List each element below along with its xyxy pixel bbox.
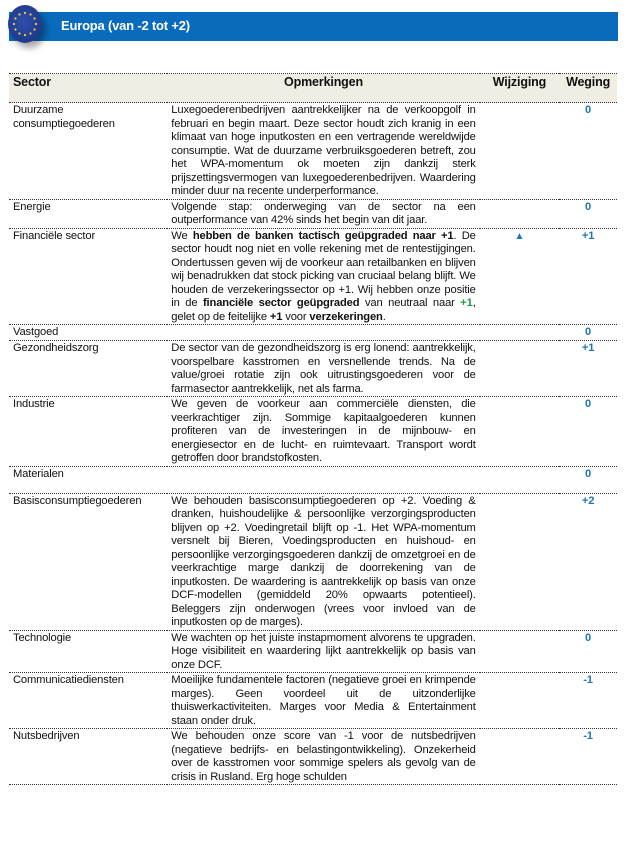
weight-value: +1 xyxy=(559,228,617,325)
column-header-remarks: Opmerkingen xyxy=(167,74,479,103)
sector-remark: Volgende stap: onderweging van de sector na een outperformance van 42% sinds het begin van dit jaar. xyxy=(167,199,479,228)
sector-remark: Moeilijke fundamentele factoren (negatieve groei en krimpende marges). Geen voordeel uit de uitzonderlijke thuiswerkactiviteiten. Marges voor Media & Entertainment staan onder druk. xyxy=(167,673,479,729)
sector-name: Nutsbedrijven xyxy=(9,729,167,785)
remark-fragment: , gelet op de feitelijke xyxy=(171,297,476,323)
weight-value: 0 xyxy=(559,630,617,673)
change-indicator xyxy=(480,325,559,341)
sector-allocation-table xyxy=(9,73,617,785)
remark-fragment: . De sector houdt nog niet en volle rekening met de rentestijgingen. Ondertussen geven wij de voorkeur aan retailbanken en blijven wij benadrukken dat stock picking van cruciaal belang blijft. We houden de verzekeringssector op +1. Wij hebben onze positie in de xyxy=(171,229,476,309)
sector-remark: We wachten op het juiste instapmoment alvorens te upgraden. Hoge visibiliteit en waardering lijkt aantrekkelijk op basis van onze DCF. xyxy=(167,630,479,673)
sector-name: Vastgoed xyxy=(9,325,167,341)
table-row xyxy=(9,103,617,200)
change-indicator xyxy=(480,397,559,467)
arrow-up-icon: ▲ xyxy=(514,230,525,242)
sector-name: Financiële sector xyxy=(9,228,167,325)
table-row xyxy=(9,397,617,467)
eu-star-icon xyxy=(18,32,20,34)
sector-remark: Luxegoederenbedrijven aantrekkelijker na de verkoopgolf in februari en begin maart. Deze sector houdt zich kranig in een klimaat van hoge inputkosten en een vertragende wereldwijde consumptie. Wat de duurzame verbruiksgoederen betreft, zou het WPA-momentum ok moeten zijn dankzij sterk prijszettingsvermogen van luxegoederenbedrijven. Waardering minder duur na recente underperformance. xyxy=(167,103,479,200)
column-header-sector: Sector xyxy=(9,74,167,103)
table-row xyxy=(9,630,617,673)
remark-fragment: financiële sector geüpgraded xyxy=(202,297,360,309)
eu-star-icon xyxy=(29,13,31,15)
table-row xyxy=(9,493,617,630)
sector-name: Communicatiediensten xyxy=(9,673,167,729)
sector-name: Industrie xyxy=(9,397,167,467)
sector-remark: We behouden onze score van -1 voor de nutsbedrijven (negatieve bedrijfs- en belastingontwikkeling). Onzekerheid over de kasstromen voor sommige spelers als gevolg van de crisis in Rusland. Erg hoge schulden xyxy=(167,729,479,785)
change-indicator xyxy=(480,228,559,325)
eu-star-icon xyxy=(14,17,16,19)
table-row xyxy=(9,341,617,397)
eu-star-icon xyxy=(24,34,26,36)
weight-value: 0 xyxy=(559,325,617,341)
sector-remark xyxy=(167,466,479,493)
weight-value: 0 xyxy=(559,103,617,200)
remark-fragment: van neutraal naar xyxy=(359,297,461,309)
section-title: Europa (van -2 tot +2) xyxy=(61,18,190,33)
change-indicator xyxy=(480,673,559,729)
column-header-weight: Weging xyxy=(559,74,617,103)
remark-fragment: . xyxy=(382,310,386,323)
remark-fragment: +1 xyxy=(269,310,283,323)
table-header-row xyxy=(9,74,617,103)
table-row xyxy=(9,466,617,493)
remark-fragment: We xyxy=(171,229,193,242)
weight-value: 0 xyxy=(559,466,617,493)
sector-name: Technologie xyxy=(9,630,167,673)
eu-star-icon xyxy=(13,23,15,25)
table-row xyxy=(9,228,617,325)
sector-remark: We geven de voorkeur aan commerciële diensten, die veerkrachtiger zijn. Sommige kapitaalgoederen kunnen profiteren van de investeringen in de mijnbouw- en energiesector en de lucht- en ruimtevaart. Transport wordt getroffen door brandstofkosten. xyxy=(167,397,479,467)
section-title-bar xyxy=(9,12,618,41)
table-row xyxy=(9,325,617,341)
column-header-change: Wijziging xyxy=(480,74,559,103)
eu-star-icon xyxy=(14,28,16,30)
eu-star-icon xyxy=(35,23,37,25)
sector-remark: De sector van de gezondheidszorg is erg lonend: aantrekkelijk, voorspelbare kasstromen en versnellende trends. Na de value/groei rotatie zijn ook uitrustingsgoederen voor de farmasector aantrekkelijk, net als farma. xyxy=(167,341,479,397)
sector-name: Gezondheidszorg xyxy=(9,341,167,397)
eu-stars-icon xyxy=(8,5,42,43)
sector-remark xyxy=(167,325,479,341)
change-indicator xyxy=(480,493,559,630)
sector-name: Duurzame consumptiegoederen xyxy=(9,103,167,200)
change-indicator xyxy=(480,103,559,200)
eu-flag-icon xyxy=(8,5,42,43)
change-indicator xyxy=(480,466,559,493)
table-row xyxy=(9,199,617,228)
eu-star-icon xyxy=(29,32,31,34)
weight-value: +2 xyxy=(559,493,617,630)
sector-remark xyxy=(167,228,479,325)
weight-value: 0 xyxy=(559,397,617,467)
weight-value: 0 xyxy=(559,199,617,228)
eu-star-icon xyxy=(33,28,35,30)
weight-value: -1 xyxy=(559,729,617,785)
change-indicator xyxy=(480,199,559,228)
sector-remark: We behouden basisconsumptiegoederen op +2. Voeding & dranken, huishoudelijke & persoonlijke verzorgingsproducten blijven op +2. Voedingretail blijft op -1. Het WPA-momentum versnelt bij Bieren, Voedingsproducten en huishoud- en persoonlijke verzorgingsgoederen dankzij de omzetgroei en de veerkrachtige marge dankzij de doorrekening van de inputkosten. De waardering is aantrekkelijk op basis van onze DCF-modellen (gemiddeld 20% opwaarts potentieel). Beleggers zijn onderwogen (vrees voor invloed van de inputkosten op de marges). xyxy=(167,493,479,630)
sector-name: Basisconsumptiegoederen xyxy=(9,493,167,630)
change-indicator xyxy=(480,729,559,785)
eu-star-icon xyxy=(33,17,35,19)
remark-fragment: voor xyxy=(282,310,310,323)
eu-star-icon xyxy=(24,12,26,14)
weight-value: -1 xyxy=(559,673,617,729)
weight-value: +1 xyxy=(559,341,617,397)
remark-fragment: hebben de banken tactisch geüpgraded naar +1 xyxy=(192,229,454,242)
change-indicator xyxy=(480,630,559,673)
remark-fragment: +1 xyxy=(460,297,473,309)
sector-name: Energie xyxy=(9,199,167,228)
change-indicator xyxy=(480,341,559,397)
table-row xyxy=(9,673,617,729)
remark-fragment: verzekeringen xyxy=(309,310,383,323)
table-row xyxy=(9,729,617,785)
eu-star-icon xyxy=(18,13,20,15)
sector-name: Materialen xyxy=(9,466,167,493)
